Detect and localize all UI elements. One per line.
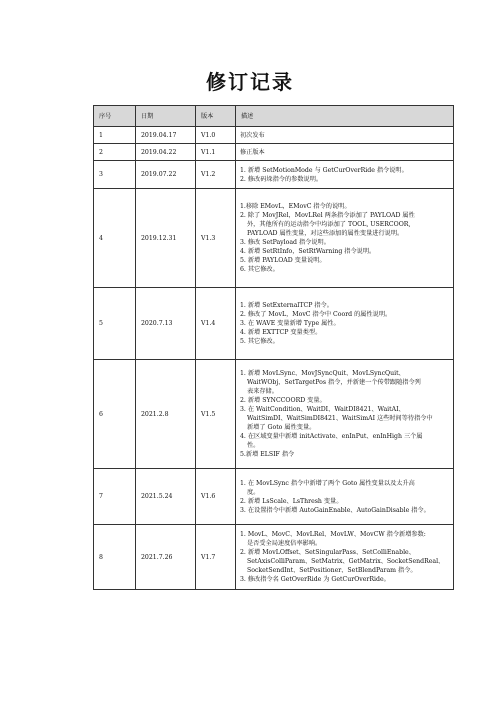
desc-line: 性。 [247, 442, 260, 449]
cell-seq: 5 [94, 288, 136, 360]
desc-line: WaitSimDI、WaitSimDI8421、WaitSimAI 这些时间等待指令中 [247, 415, 433, 422]
desc-line: 1. 新增 SetMotionMode 与 GetCurOverRide 指令说明。 [240, 166, 408, 174]
cell-version: V1.4 [196, 288, 236, 360]
cell-seq: 3 [94, 161, 136, 189]
table-row [94, 469, 454, 525]
desc-line: 初次发布 [240, 131, 265, 139]
cell-date: 2021.7.26 [136, 525, 196, 590]
cell-version: V1.5 [196, 360, 236, 469]
desc-line: 3. 在设置指令中新增 AutoGainEnable、AutoGainDisable 指令。 [240, 506, 430, 514]
cell-desc [236, 525, 454, 590]
cell-seq: 7 [94, 469, 136, 525]
desc-line: 3. 在 WaitCondition、WaitDI、WaitDI8421、WaitAI、 [240, 406, 405, 413]
cell-version: V1.1 [196, 144, 236, 161]
desc-line: 5. 其它修改。 [240, 338, 279, 345]
desc-line: 5. 新增 PAYLOAD 变量说明。 [240, 257, 326, 264]
desc-line: 1. MovL、MovC、MovLRel、MovLW、MovCW 指令新增参数: [240, 531, 426, 538]
cell-version: V1.2 [196, 161, 236, 189]
desc-line: 1. 在 MovLSync 指令中新增了两个 Goto 属性变量以及太升高 [240, 479, 415, 487]
desc-line: 2. 新增 LsScale、LsThresh 变量。 [240, 497, 343, 505]
header-version: 版本 [196, 106, 236, 127]
cell-seq: 1 [94, 127, 136, 144]
cell-seq: 4 [94, 189, 136, 288]
desc-line: 3. 修改指令名 GetOverRide 为 GetCurOverRide。 [240, 576, 390, 583]
table-row [94, 161, 454, 189]
table-row [94, 127, 454, 144]
table-row [94, 189, 454, 288]
desc-line: 1. 新增 SetExternalTCP 指令。 [240, 302, 333, 309]
cell-desc [236, 469, 454, 525]
desc-line: 6. 其它修改。 [240, 266, 279, 273]
desc-line: 表来存储。 [247, 388, 278, 395]
desc-line: 1. 新增 MovLSync、MovJSyncQuit、MovLSyncQuit、 [240, 370, 405, 377]
desc-line: 5.新增 ELSIF 指令 [240, 451, 295, 458]
table-row [94, 525, 454, 590]
cell-desc [236, 288, 454, 360]
desc-line: 4. 新增 SetRtInfo，SetRtWarning 指令说明。 [240, 248, 376, 255]
cell-date: 2021.2.8 [136, 360, 196, 469]
page-title: 修订记录 [206, 70, 294, 94]
desc-line: 2. 修改码垛指令的参数说明。 [240, 175, 323, 183]
desc-line: 2. 修改了 MovL，MovC 指令中 Coord 的属性说明。 [240, 311, 392, 318]
desc-line: SetAxisColliParam、SetMatrix、GetMatrix、SocketSendReal、 [247, 558, 445, 565]
revision-table [93, 105, 454, 590]
cell-version: V1.0 [196, 127, 236, 144]
desc-line: 2. 新增 MovLOffset、SetSingularPass、SetColliEnable、 [240, 549, 415, 556]
desc-line: 3. 修改 SetPayload 指令说明。 [240, 239, 330, 246]
desc-line: 是否受全局速度倍率影响。 [247, 540, 322, 547]
table-row [94, 360, 454, 469]
cell-seq: 6 [94, 360, 136, 469]
table-header-row [94, 106, 454, 127]
cell-date: 2019.12.31 [136, 189, 196, 288]
cell-seq: 8 [94, 525, 136, 590]
cell-version: V1.6 [196, 469, 236, 525]
header-desc: 描述 [236, 106, 454, 127]
desc-line: 1.移除 EMovL，EMovC 指令的说明。 [240, 203, 351, 210]
desc-line: 度。 [247, 488, 260, 496]
cell-date: 2019.07.22 [136, 161, 196, 189]
desc-line: 3. 在 WAVE 变量新增 Type 属性。 [240, 320, 340, 327]
table-row [94, 144, 454, 161]
desc-line: 修正版本 [240, 148, 265, 156]
cell-desc [236, 144, 454, 161]
cell-seq: 2 [94, 144, 136, 161]
desc-line: 2. 除了 MovJRel，MovLRel 两条指令添加了 PAYLOAD 属性 [240, 212, 415, 219]
desc-line: 外，其他所有的运动指令中均添加了 TOOL, USERCOOR, [247, 221, 411, 228]
desc-line: 4. 新增 EXTTCP 变量类型。 [240, 329, 322, 336]
cell-desc [236, 161, 454, 189]
cell-version: V1.7 [196, 525, 236, 590]
cell-desc [236, 189, 454, 288]
desc-line: SocketSendInt、SetPositioner、SetBlendParam 指令。 [247, 567, 417, 574]
header-seq: 序号 [94, 106, 136, 127]
desc-line: 4. 在区域变量中新增 initActivate、enInPut、enInHigh 三个属 [240, 433, 423, 440]
cell-date: 2020.7.13 [136, 288, 196, 360]
cell-date: 2021.5.24 [136, 469, 196, 525]
cell-version: V1.3 [196, 189, 236, 288]
cell-desc [236, 360, 454, 469]
cell-date: 2019.04.17 [136, 127, 196, 144]
cell-desc [236, 127, 454, 144]
desc-line: WaitWObj、SetTargetPos 指令，并新建一个传带跟随指令列 [247, 379, 421, 386]
desc-line: PAYLOAD 属性变量，对这些添加的属性变量进行说明。 [247, 230, 404, 237]
desc-line: 新增了 Goto 属性变量。 [247, 424, 316, 431]
desc-line: 2. 新增 SYNCCOORD 变量。 [240, 397, 326, 404]
cell-date: 2019.04.22 [136, 144, 196, 161]
header-date: 日期 [136, 106, 196, 127]
table-row [94, 288, 454, 360]
